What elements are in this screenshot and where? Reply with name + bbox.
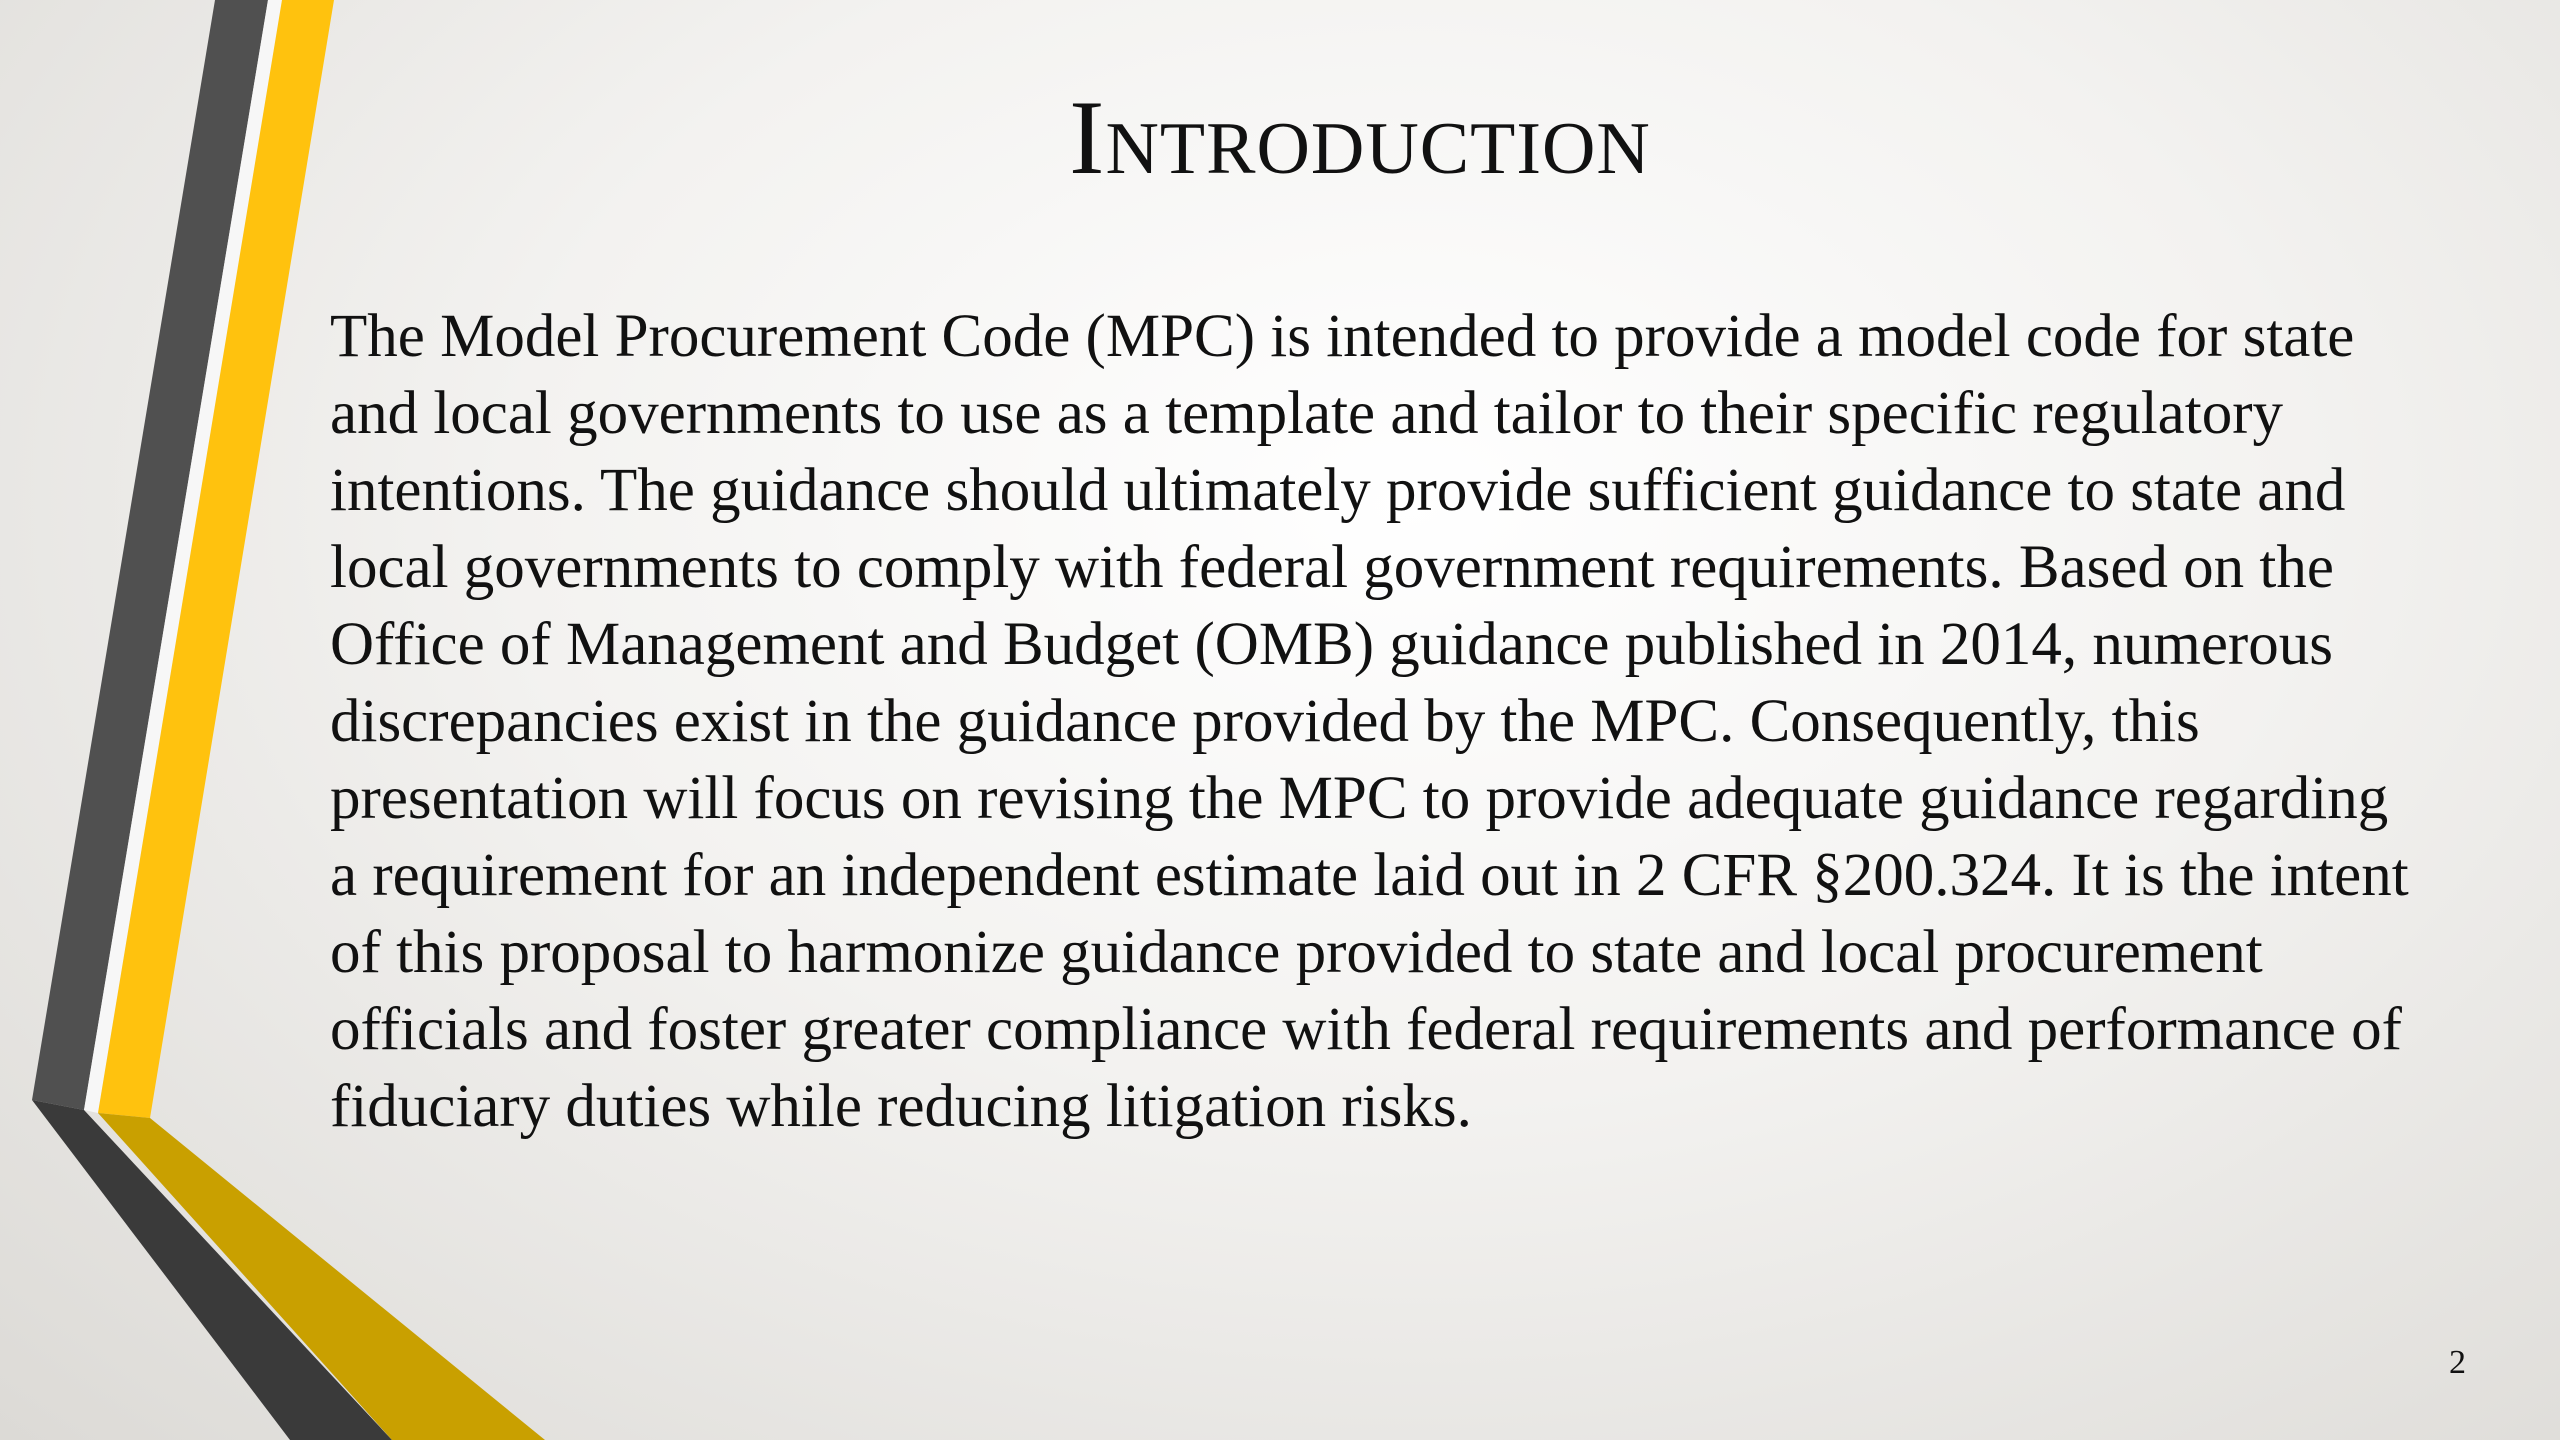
charcoal-diagonal-band <box>32 1100 392 1440</box>
slide-body-paragraph: The Model Procurement Code (MPC) is intended to provide a model code for state and local governments to use as a template and tailor to their specific regulatory intentions. The guidance should ultimately provide sufficient guidance to state and local governments to comply with federal government requirements. Based on the Office of Management and Budget (OMB) guidance published in 2014, numerous discrepancies exist in the guidance provided by the MPC. Consequently, this presentation will focus on revising the MPC to provide adequate guidance regarding a requirement for an independent estimate laid out in 2 CFR §200.324. It is the intent of this proposal to harmonize guidance provided to state and local procurement officials and foster greater compliance with federal requirements and performance of fiduciary duties while reducing litigation risks. <box>330 303 2409 1140</box>
page-number: 2 <box>2449 1344 2466 1381</box>
slide-title: Introduction <box>1069 79 1651 196</box>
white-separator-stripe <box>84 0 282 1113</box>
